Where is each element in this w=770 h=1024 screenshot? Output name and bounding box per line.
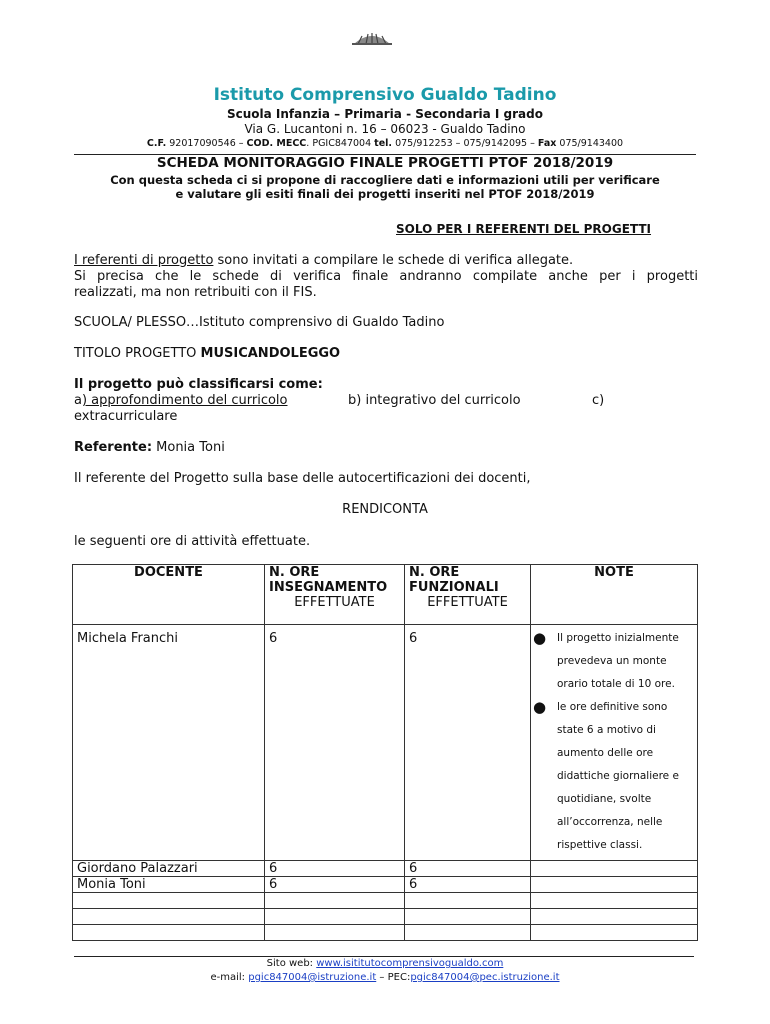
option-c: c) bbox=[592, 393, 605, 408]
option-b: b) integrativo del curricolo bbox=[348, 393, 521, 408]
referenti-underlined: I referenti di progetto bbox=[74, 253, 214, 268]
email-label: e-mail: bbox=[210, 972, 249, 983]
table-row bbox=[73, 877, 698, 893]
titolo-label: TITOLO PROGETTO bbox=[74, 346, 201, 361]
mecc-value: . PGIC847004 bbox=[306, 138, 372, 149]
republic-emblem-logo bbox=[348, 30, 396, 46]
rendiconta-heading: RENDICONTA bbox=[342, 502, 428, 517]
referente-value: Monia Toni bbox=[152, 440, 225, 455]
referenti-text: sono invitati a compilare le schede di verifica allegate. bbox=[213, 253, 574, 268]
classificazione bbox=[74, 377, 698, 425]
fax-label: Fax bbox=[537, 138, 557, 149]
website-label: Sito web: bbox=[266, 958, 317, 969]
scuola-plesso: SCUOLA/ PLESSO…Istituto comprensivo di Gualdo Tadino bbox=[74, 315, 445, 330]
option-c-extracurriculare: extracurriculare bbox=[74, 409, 178, 424]
referente-line bbox=[74, 440, 698, 456]
referente-label: Referente: bbox=[74, 440, 153, 455]
option-a-prefix: a bbox=[74, 393, 82, 408]
website-link[interactable]: www.isititutocomprensivogualdo.com bbox=[316, 958, 504, 969]
classificazione-heading: Il progetto può classificarsi come: bbox=[74, 377, 323, 392]
email-link[interactable]: pgic847004@istruzione.it bbox=[248, 972, 377, 983]
option-a bbox=[74, 393, 288, 409]
school-name: Istituto Comprensivo Gualdo Tadino bbox=[213, 85, 557, 105]
note-bullet-2: ● le ore definitive sono bbox=[533, 698, 668, 716]
titolo-value: MUSICANDOLEGGO bbox=[200, 346, 341, 361]
cell-note bbox=[531, 877, 698, 893]
table-row-empty bbox=[73, 925, 698, 941]
cell-note bbox=[531, 625, 698, 861]
table-row bbox=[73, 625, 698, 861]
cell-docente: Monia Toni bbox=[73, 877, 265, 893]
header-ins-l2: INSEGNAMENTO bbox=[269, 580, 388, 595]
cell-note bbox=[531, 861, 698, 877]
option-a-text: ) approfondimento del curricolo bbox=[81, 393, 288, 408]
header-fun-l3: EFFETTUATE bbox=[427, 595, 508, 610]
tel-label: tel. bbox=[374, 138, 393, 149]
header-note: NOTE bbox=[531, 565, 698, 625]
mecc-label: COD. MECC bbox=[246, 138, 307, 149]
il-referente-text: Il referente del Progetto sulla base delle autocertificazioni dei docenti, bbox=[74, 471, 531, 486]
cell-ore-ins: 6 bbox=[265, 877, 405, 893]
titolo-progetto bbox=[74, 346, 698, 362]
footer-website bbox=[0, 957, 770, 971]
cell-ore-fun: 6 bbox=[405, 625, 531, 861]
notes-list: ● Il progetto inizialmente prevedeva un monte orario totale di 10 ore. ● le ore definitive sono state 6 a motivo di aumento delle ore didattiche giornaliere e quotidiane, svolte all’occorrenza, nelle rispettive classi. bbox=[531, 627, 693, 857]
document-subtitle-line1: Con questa scheda ci si propone di raccogliere dati e informazioni utili per verificare bbox=[110, 173, 660, 187]
cell-docente: Michela Franchi bbox=[73, 625, 265, 861]
school-codes bbox=[0, 138, 770, 149]
note-bullet-1: ● Il progetto inizialmente bbox=[533, 629, 679, 647]
ore-table bbox=[72, 564, 698, 941]
solo-referenti-heading: SOLO PER I REFERENTI DEL PROGETTI bbox=[396, 222, 652, 236]
footer-contacts bbox=[0, 971, 770, 985]
cf-value: 92017090546 – bbox=[169, 138, 244, 149]
table-row bbox=[73, 861, 698, 877]
tel-value: 075/912253 – 075/9142095 – bbox=[395, 138, 535, 149]
table-header-row bbox=[73, 565, 698, 625]
cell-ore-fun: 6 bbox=[405, 861, 531, 877]
header-docente: DOCENTE bbox=[73, 565, 265, 625]
si-precisa-line2: realizzati, ma non retribuiti con il FIS. bbox=[74, 285, 317, 300]
header-ore-funzionali bbox=[405, 565, 531, 625]
cell-ore-ins: 6 bbox=[265, 625, 405, 861]
fax-value: 075/9143400 bbox=[559, 138, 624, 149]
school-address: Via G. Lucantoni n. 16 – 06023 - Gualdo Tadino bbox=[244, 122, 526, 136]
header-ins-l3: EFFETTUATE bbox=[294, 595, 375, 610]
document-subtitle-line2: e valutare gli esiti finali dei progetti inseriti nel PTOF 2018/2019 bbox=[175, 187, 595, 201]
cf-label: C.F. bbox=[146, 138, 167, 149]
si-precisa-line1: Si precisa che le schede di verifica finale andranno compilate anche per i progetti bbox=[74, 269, 698, 284]
header-fun-l2: FUNZIONALI bbox=[409, 580, 499, 595]
table-row-empty bbox=[73, 909, 698, 925]
school-subtitle: Scuola Infanzia – Primaria - Secondaria I grado bbox=[226, 107, 543, 121]
table-row-empty bbox=[73, 893, 698, 909]
header-fun-l1: N. ORE bbox=[409, 565, 460, 580]
pec-link[interactable]: pgic847004@pec.istruzione.it bbox=[410, 972, 560, 983]
cell-docente: Giordano Palazzari bbox=[73, 861, 265, 877]
header-ins-l1: N. ORE bbox=[269, 565, 320, 580]
cell-ore-fun: 6 bbox=[405, 877, 531, 893]
referenti-paragraph bbox=[74, 253, 698, 301]
document-title: SCHEDA MONITORAGGIO FINALE PROGETTI PTOF 2018/2019 bbox=[156, 155, 614, 171]
seguenti-ore-text: le seguenti ore di attività effettuate. bbox=[74, 534, 311, 549]
cell-ore-ins: 6 bbox=[265, 861, 405, 877]
pec-label: – PEC: bbox=[376, 972, 411, 983]
document-subtitle bbox=[0, 173, 770, 201]
header-ore-insegnamento bbox=[265, 565, 405, 625]
